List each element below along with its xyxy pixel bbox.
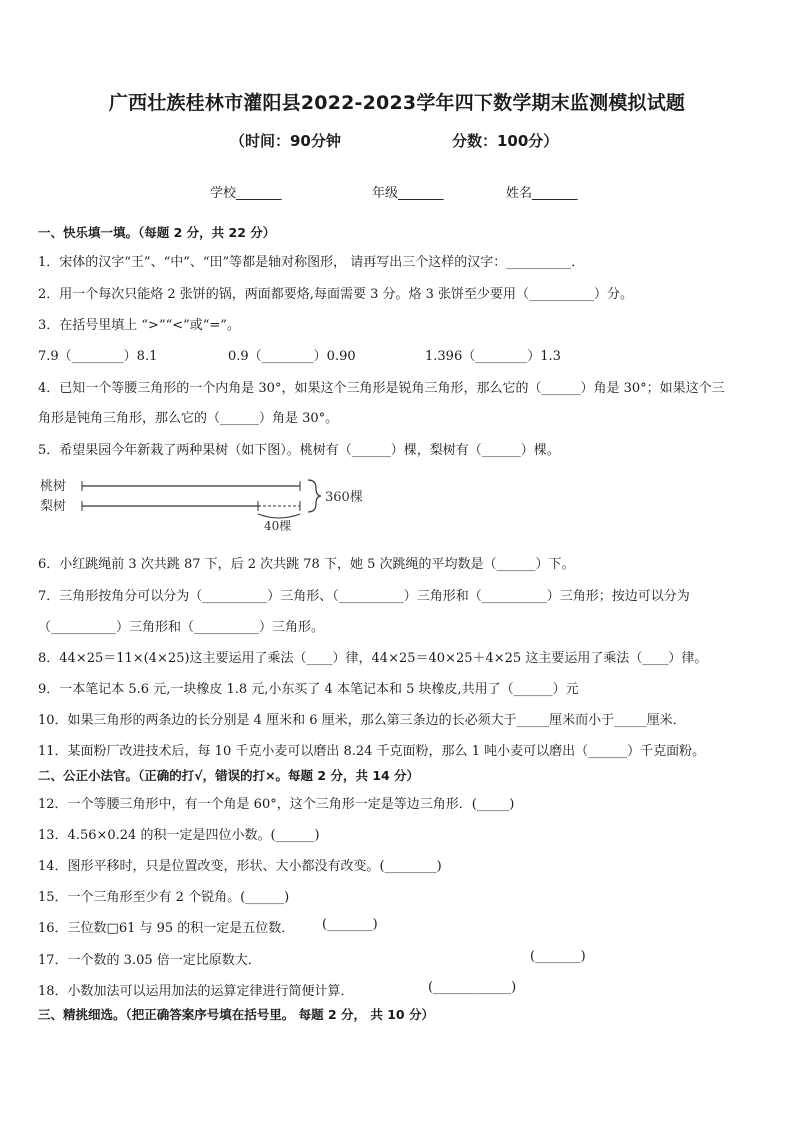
total-label: 360棵 xyxy=(325,490,363,505)
grade-field[interactable]: 年级_______ xyxy=(372,186,444,201)
total-brace xyxy=(308,480,321,512)
exam-score: 分数：100分） xyxy=(452,132,559,150)
school-field[interactable]: 学校_______ xyxy=(210,186,282,201)
question-3: 3．在括号里填上 “>”“<”或“=”。 xyxy=(38,318,240,333)
question-10: 10．如果三角形的两条边的长分别是 4 厘米和 6 厘米，那么第三条边的长必须大于_____厘米而小于_____厘米． xyxy=(38,713,686,728)
question-14: 14．图形平移时，只是位置改变，形状、大小都没有改变。(________) xyxy=(38,859,442,874)
question-4-line2: 角形是钝角三角形，那么它的（______）角是 30°。 xyxy=(38,411,339,426)
peach-label: 桃树 xyxy=(40,479,67,494)
section-1-heading: 一、快乐填一填。（每题 2 分，共 22 分） xyxy=(38,225,276,240)
question-7-line2: （__________）三角形和（__________）三角形。 xyxy=(38,620,325,635)
question-7-line1: 7．三角形按角分可以分为（__________）三角形、（__________）三角形和（__________）三角形；按边可以分为 xyxy=(38,589,690,604)
question-9: 9．一本笔记本 5.6 元,一块橡皮 1.8 元,小东买了 4 本笔记本和 5 块橡皮,共用了（______）元 xyxy=(38,682,579,697)
question-8: 8．44×25＝11×(4×25)这主要运用了乘法（____）律，44×25＝40×25＋4×25 这主要运用了乘法（____）律。 xyxy=(38,651,708,666)
tree-diagram xyxy=(38,472,378,536)
name-field[interactable]: 姓名_______ xyxy=(506,186,578,201)
question-17-blank: (_______) xyxy=(530,949,586,964)
question-3a: 7.9（________）8.1 xyxy=(38,349,158,364)
question-3c: 1.396（________）1.3 xyxy=(425,349,561,364)
question-17: 17．一个数的 3.05 倍一定比原数大． xyxy=(38,953,261,968)
question-4-line1: 4．已知一个等腰三角形的一个内角是 30°，如果这个三角形是锐角三角形，那么它的（______）角是 30°；如果这个三 xyxy=(38,381,725,396)
pear-label: 梨树 xyxy=(40,499,67,514)
question-2: 2．用一个每次只能烙 2 张饼的锅，两面都要烙,每面需要 3 分。烙 3 张饼至少要用（__________）分。 xyxy=(38,287,634,302)
question-1: 1．宋体的汉字“王”、“中”、“田”等都是轴对称图形， 请再写出三个这样的汉字：__________． xyxy=(38,255,585,270)
question-16: 16．三位数□61 与 95 的积一定是五位数． xyxy=(38,921,295,936)
question-12: 12．一个等腰三角形中，有一个角是 60°，这个三角形一定是等边三角形．(_____) xyxy=(38,797,515,812)
question-6: 6．小红跳绳前 3 次共跳 87 下，后 2 次共跳 78 下，她 5 次跳绳的平均数是（______）下。 xyxy=(38,557,575,572)
question-13: 13．4.56×0.24 的积一定是四位小数。(______) xyxy=(38,828,320,843)
question-15: 15．一个三角形至少有 2 个锐角。(______) xyxy=(38,890,290,905)
difference-label: 40棵 xyxy=(264,519,292,533)
question-5: 5．希望果园今年新栽了两种果树（如下图）。桃树有（______）棵，梨树有（______）棵。 xyxy=(38,443,560,458)
section-3-heading: 三、精挑细选。（把正确答案序号填在括号里。 每题 2 分， 共 10 分） xyxy=(38,1007,434,1022)
page-title: 广西壮族桂林市灌阳县2022-2023学年四下数学期末监测模拟试题 xyxy=(108,92,686,114)
question-3b: 0.9（________）0.90 xyxy=(228,349,356,364)
question-16-blank: (_______) xyxy=(322,917,378,932)
question-18: 18．小数加法可以运用加法的运算定律进行简便计算． xyxy=(38,984,354,999)
question-18-blank: (____________) xyxy=(428,980,517,995)
exam-time: （时间：90分钟 xyxy=(230,132,341,150)
section-2-heading: 二、公正小法官。（正确的打√，错误的打×。每题 2 分，共 14 分） xyxy=(38,768,420,783)
question-11: 11．某面粉厂改进技术后，每 10 千克小麦可以磨出 8.24 千克面粉，那么 1 吨小麦可以磨出（______）千克面粉。 xyxy=(38,744,706,759)
difference-brace xyxy=(258,514,300,518)
